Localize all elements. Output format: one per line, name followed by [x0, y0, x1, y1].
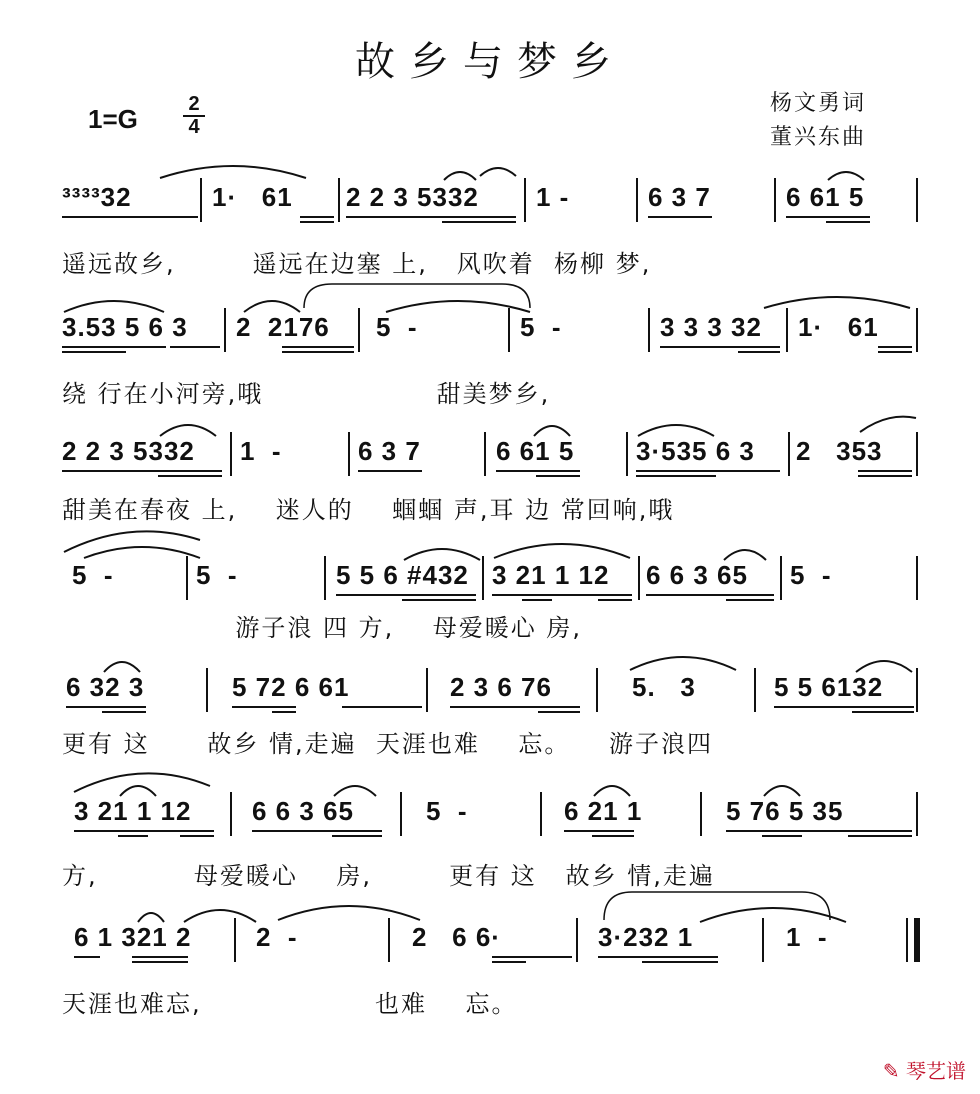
beam-underline [158, 475, 222, 477]
measure: 5 - [426, 796, 468, 826]
measure: 6 1 321 2 [74, 922, 192, 952]
key-signature: 1=G [88, 104, 138, 134]
beam-underline [74, 956, 100, 958]
beam-underline [878, 346, 912, 348]
beam-underline [102, 711, 146, 713]
slur [102, 654, 142, 674]
beam-underline [636, 475, 716, 477]
beam-underline [642, 961, 718, 963]
beam-underline [660, 346, 780, 348]
measure: 1· 61 [798, 312, 879, 342]
barline [484, 432, 486, 476]
beam-underline [282, 346, 354, 348]
beam-underline [336, 594, 476, 596]
barline [638, 556, 640, 600]
measure: 1· 61 [212, 182, 293, 212]
slur [826, 164, 866, 182]
barline [482, 556, 484, 600]
beam-underline [636, 470, 780, 472]
beam-underline [346, 216, 516, 218]
beam-underline [646, 594, 774, 596]
measure: 2 3 6 76 [450, 672, 552, 702]
time-signature-top: 2 [183, 94, 205, 117]
barline [540, 792, 542, 836]
measure: 6 6 3 65 [252, 796, 354, 826]
barline [576, 918, 578, 962]
measure: 2 2 3 5332 [346, 182, 479, 212]
barline [788, 432, 790, 476]
logo-icon: ✎ [882, 1059, 900, 1083]
measure: 2 353 [796, 436, 883, 466]
beam-underline [300, 216, 334, 218]
measure: 5 - [72, 560, 114, 590]
measure: 3·232 1 [598, 922, 694, 952]
barline [780, 556, 782, 600]
lyric-line-5: 更有 这 故乡 情,走遍 天涯也难 忘。 游子浪四 [62, 730, 713, 758]
measure: 5 76 5 35 [726, 796, 844, 826]
barline [762, 918, 764, 962]
slur [158, 160, 308, 180]
measure: 6 6 3 65 [646, 560, 748, 590]
beam-underline [74, 830, 214, 832]
slur [592, 778, 632, 798]
slur [136, 904, 166, 924]
beam-underline [878, 351, 912, 353]
slur [332, 778, 378, 798]
beam-underline [522, 599, 552, 601]
score-row-6 [62, 774, 920, 844]
beam-underline [450, 706, 580, 708]
barline [916, 556, 918, 600]
measure: 2 2176 [236, 312, 330, 342]
score-row-3 [62, 414, 920, 484]
measure: 3 21 1 12 [74, 796, 192, 826]
beam-underline [342, 706, 422, 708]
barline [200, 178, 202, 222]
slur [858, 414, 918, 434]
measure: ³³³³32 [62, 182, 132, 212]
lyricist-credit: 杨文勇词 [770, 91, 867, 116]
beam-underline [402, 599, 476, 601]
barline [230, 432, 232, 476]
measure: 6 3 7 [358, 436, 421, 466]
measure: 6 3 7 [648, 182, 711, 212]
watermark-text: 琴艺谱 [906, 1059, 966, 1083]
slur [62, 294, 166, 314]
slur [492, 536, 632, 560]
beam-underline [118, 835, 148, 837]
barline [774, 178, 776, 222]
barline [524, 178, 526, 222]
beam-underline [496, 470, 580, 472]
barline [916, 178, 918, 222]
beam-underline [62, 216, 198, 218]
beam-underline [848, 835, 912, 837]
barline [596, 668, 598, 712]
barline [648, 308, 650, 352]
slur [478, 160, 518, 178]
slur [628, 648, 738, 672]
final-barline-thin [906, 918, 908, 962]
beam-underline [492, 594, 632, 596]
measure: 5 5 6 #432 [336, 560, 469, 590]
measure: 6 61 5 [496, 436, 575, 466]
lyric-line-4: 游子浪 四 方, 母爱暖心 房, [62, 614, 582, 642]
barline [230, 792, 232, 836]
measure: 5. 3 [632, 672, 696, 702]
measure: 6 61 5 [786, 182, 865, 212]
barline [916, 432, 918, 476]
barline [348, 432, 350, 476]
measure: 6 21 1 [564, 796, 643, 826]
measure: 2 - [256, 922, 298, 952]
barline [338, 178, 340, 222]
tie [182, 902, 258, 924]
slur [442, 164, 478, 182]
beam-underline [492, 961, 526, 963]
time-signature-bottom: 4 [188, 116, 200, 138]
slur [762, 290, 912, 310]
beam-underline [598, 599, 632, 601]
watermark-logo [883, 1055, 966, 1084]
slur [762, 778, 802, 798]
beam-underline [232, 706, 296, 708]
barline [224, 308, 226, 352]
barline [206, 668, 208, 712]
barline [786, 308, 788, 352]
slur [854, 654, 914, 674]
beam-underline [826, 221, 870, 223]
barline [324, 556, 326, 600]
tie [276, 898, 422, 922]
slur [722, 542, 768, 562]
time-signature [183, 94, 205, 137]
beam-underline [592, 835, 634, 837]
slur [158, 418, 218, 438]
measure: 1 - [786, 922, 828, 952]
beam-underline [648, 216, 712, 218]
notation-line [62, 922, 920, 962]
measure: 5 5 6132 [774, 672, 884, 702]
barline [636, 178, 638, 222]
barline [700, 792, 702, 836]
tie [384, 294, 532, 314]
beam-underline [774, 706, 914, 708]
barline [388, 918, 390, 962]
song-title: 故乡与梦乡 [355, 39, 625, 85]
final-barline-thick [914, 918, 920, 962]
measure: 2 6 6· [412, 922, 501, 952]
measure: 1 - [536, 182, 570, 212]
beam-underline [62, 351, 126, 353]
score-row-1 [62, 160, 920, 230]
beam-underline [538, 711, 580, 713]
beam-underline [852, 711, 914, 713]
slur [636, 418, 716, 438]
barline [426, 668, 428, 712]
slur [402, 542, 482, 562]
measure: 3·535 6 3 [636, 436, 755, 466]
measure: 3 3 3 32 [660, 312, 762, 342]
score-row-5 [62, 650, 920, 720]
beam-underline [858, 475, 912, 477]
score-row-2 [62, 290, 920, 360]
beam-underline [170, 346, 220, 348]
barline [400, 792, 402, 836]
composer-credit: 董兴东曲 [770, 125, 867, 150]
measure: 3.53 5 6 3 [62, 312, 188, 342]
measure: 3 21 1 12 [492, 560, 610, 590]
barline [358, 308, 360, 352]
measure: 5 - [196, 560, 238, 590]
beam-underline [272, 711, 296, 713]
measure: 2 2 3 5332 [62, 436, 195, 466]
beam-underline [300, 221, 334, 223]
measure: 5 72 6 61 [232, 672, 350, 702]
barline [916, 668, 918, 712]
measure: 5 - [790, 560, 832, 590]
beam-underline [332, 835, 382, 837]
beam-underline [564, 830, 634, 832]
beam-underline [66, 706, 146, 708]
lyric-line-1: 遥远故乡, 遥远在边塞 上, 风吹着 杨柳 梦, [62, 250, 652, 278]
barline [916, 792, 918, 836]
beam-underline [132, 956, 188, 958]
beam-underline [358, 470, 422, 472]
beam-underline [132, 961, 188, 963]
slur [532, 418, 572, 438]
score-row-4 [62, 538, 920, 608]
beam-underline [726, 599, 774, 601]
barline [626, 432, 628, 476]
lyric-line-2: 绕 行在小河旁,哦 甜美梦乡, [62, 380, 551, 408]
score-row-7 [62, 900, 920, 970]
slur [242, 294, 302, 314]
barline [508, 308, 510, 352]
barline [234, 918, 236, 962]
lyric-line-3: 甜美在春夜 上, 迷人的 蝈蝈 声,耳 边 常回响,哦 [62, 496, 675, 524]
measure: 5 - [520, 312, 562, 342]
measure: 5 - [376, 312, 418, 342]
beam-underline [180, 835, 214, 837]
barline [916, 308, 918, 352]
measure: 1 - [240, 436, 282, 466]
beam-underline [858, 470, 912, 472]
beam-underline [442, 221, 516, 223]
beam-underline [598, 956, 718, 958]
lyric-line-6: 方, 母爱暖心 房, 更有 这 故乡 情,走遍 [62, 862, 715, 890]
lyric-line-7: 天涯也难忘, 也难 忘。 [62, 990, 518, 1018]
barline [186, 556, 188, 600]
beam-underline [738, 351, 780, 353]
beam-underline [282, 351, 354, 353]
beam-underline [492, 956, 572, 958]
barline [754, 668, 756, 712]
beam-underline [786, 216, 870, 218]
beam-underline [62, 346, 166, 348]
slur [118, 778, 158, 798]
tie [698, 900, 848, 924]
tie [82, 536, 202, 560]
measure: 6 32 3 [66, 672, 145, 702]
beam-underline [252, 830, 382, 832]
beam-underline [536, 475, 580, 477]
beam-underline [726, 830, 912, 832]
notation-line [62, 560, 920, 600]
beam-underline [62, 470, 222, 472]
beam-underline [762, 835, 802, 837]
